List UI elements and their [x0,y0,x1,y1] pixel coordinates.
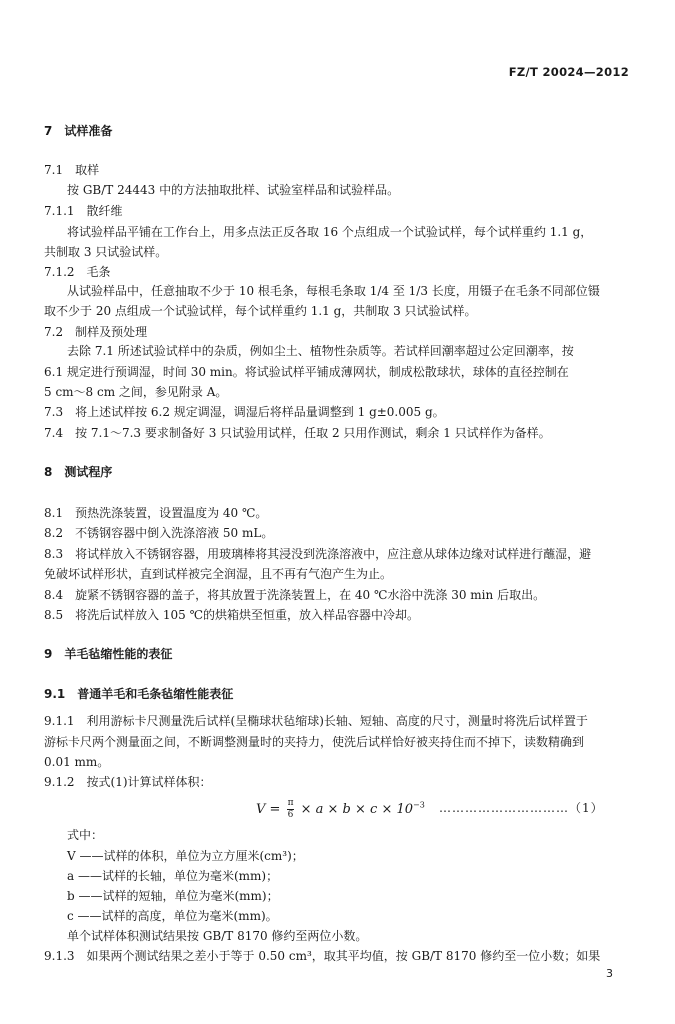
page-number: 3 [606,967,613,980]
clause-9-1-1-line-3: 0.01 mm。 [44,755,110,769]
clause-9-1-1-line-2: 游标卡尺两个测量面之间，不断调整测量时的夹持力，使洗后试样恰好被夹持住而不掉下，读数精确到 [44,735,585,749]
standard-number: FZ/T 20024—2012 [508,65,629,79]
clause-7-1-2-text-1: 从试验样品中，任意抽取不少于 10 根毛条，每根毛条取 1/4 至 1/3 长度，用镊子在毛条不同部位镊 [67,284,600,298]
clause-8-2: 8.2 不锈钢容器中倒入洗涤溶液 50 mL。 [44,526,274,540]
formula-denominator: 6 [287,810,294,820]
section-9-title: 9 羊毛毡缩性能的表征 [44,647,173,661]
clause-7-1: 7.1 取样 [44,163,100,177]
clause-7-2-text-3: 5 cm～8 cm 之间，参见附录 A。 [44,385,228,399]
clause-7-3: 7.3 将上述试样按 6.2 规定调湿，调湿后将样品量调整到 1 g±0.005 g。 [44,405,445,419]
clause-7-1-2: 7.1.2 毛条 [44,265,111,279]
clause-9-1-2: 9.1.2 按式(1)计算试样体积： [44,775,212,789]
clause-9-1-1-line-1: 9.1.1 利用游标卡尺测量洗后试样(呈椭球状毡缩球)长轴、短轴、高度的尺寸，测量时将洗后试样置于 [44,714,588,728]
formula-exponent: −3 [413,800,425,810]
clause-9-1: 9.1 普通羊毛和毛条毡缩性能表征 [44,687,234,701]
formula-fraction [287,798,295,821]
clause-8-3-line-2: 免破坏试样形状，直到试样被完全润湿，且不再有气泡产生为止。 [44,567,393,581]
where-label: 式中： [67,828,104,842]
clause-7-1-2-text-2: 取不少于 20 点组成一个试验试样，每个试样重约 1.1 g，共制取 3 只试验试样。 [44,304,477,318]
clause-8-5: 8.5 将洗后试样放入 105 ℃的烘箱烘至恒重，放入样品容器中冷却。 [44,608,420,622]
clause-8-4: 8.4 旋紧不锈钢容器的盖子，将其放置于洗涤装置上，在 40 ℃水浴中洗涤 30 min 后取出。 [44,588,546,602]
equation-number: …………………………（1） [439,801,604,815]
clause-7-1-1-text-1: 将试验样品平铺在工作台上，用多点法正反各取 16 个点组成一个试验试样，每个试样重约 1.1 g， [67,225,593,239]
clause-7-1-1-text-2: 共制取 3 只试验试样。 [44,245,168,259]
clause-8-3-line-1: 8.3 将试样放入不锈钢容器，用玻璃棒将其浸没到洗涤溶液中，应注意从球体边缘对试样进行蘸湿，避 [44,547,592,561]
clause-7-2: 7.2 制样及预处理 [44,325,148,339]
formula-rhs: × a × b × c × 10 [300,802,414,817]
clause-7-1-1: 7.1.1 散纤维 [44,204,123,218]
definition-c: c ——试样的高度，单位为毫米(mm)。 [67,909,278,923]
clause-9-1-3: 9.1.3 如果两个测试结果之差小于等于 0.50 cm³，取其平均值，按 GB/T 8170 修约至一位小数；如果 [44,949,601,963]
formula-numerator: π [287,798,294,808]
section-7-title: 7 试样准备 [44,124,113,138]
clause-7-1-text: 按 GB/T 24443 中的方法抽取批样、试验室样品和试验样品。 [67,183,400,197]
formula-lhs: V = [256,802,281,817]
section-8-title: 8 测试程序 [44,465,113,479]
volume-formula [256,798,425,821]
clause-7-2-text-1: 去除 7.1 所述试验试样中的杂质，例如尘土、植物性杂质等。若试样回潮率超过公定回潮率，按 [67,344,574,358]
rounding-note: 单个试样体积测试结果按 GB/T 8170 修约至两位小数。 [67,929,368,943]
definition-a: a ——试样的长轴，单位为毫米(mm)； [67,869,279,883]
clause-7-2-text-2: 6.1 规定进行预调湿，时间 30 min。将试验试样平铺成薄网状，制成松散球状，球体的直径控制在 [44,365,569,379]
definition-v: V ——试样的体积，单位为立方厘米(cm³)； [67,849,304,863]
clause-8-1: 8.1 预热洗涤装置，设置温度为 40 ℃。 [44,506,268,520]
definition-b: b ——试样的短轴，单位为毫米(mm)； [67,889,279,903]
clause-7-4: 7.4 按 7.1～7.3 要求制备好 3 只试验用试样，任取 2 只用作测试，剩余 1 只试样作为备样。 [44,426,551,440]
